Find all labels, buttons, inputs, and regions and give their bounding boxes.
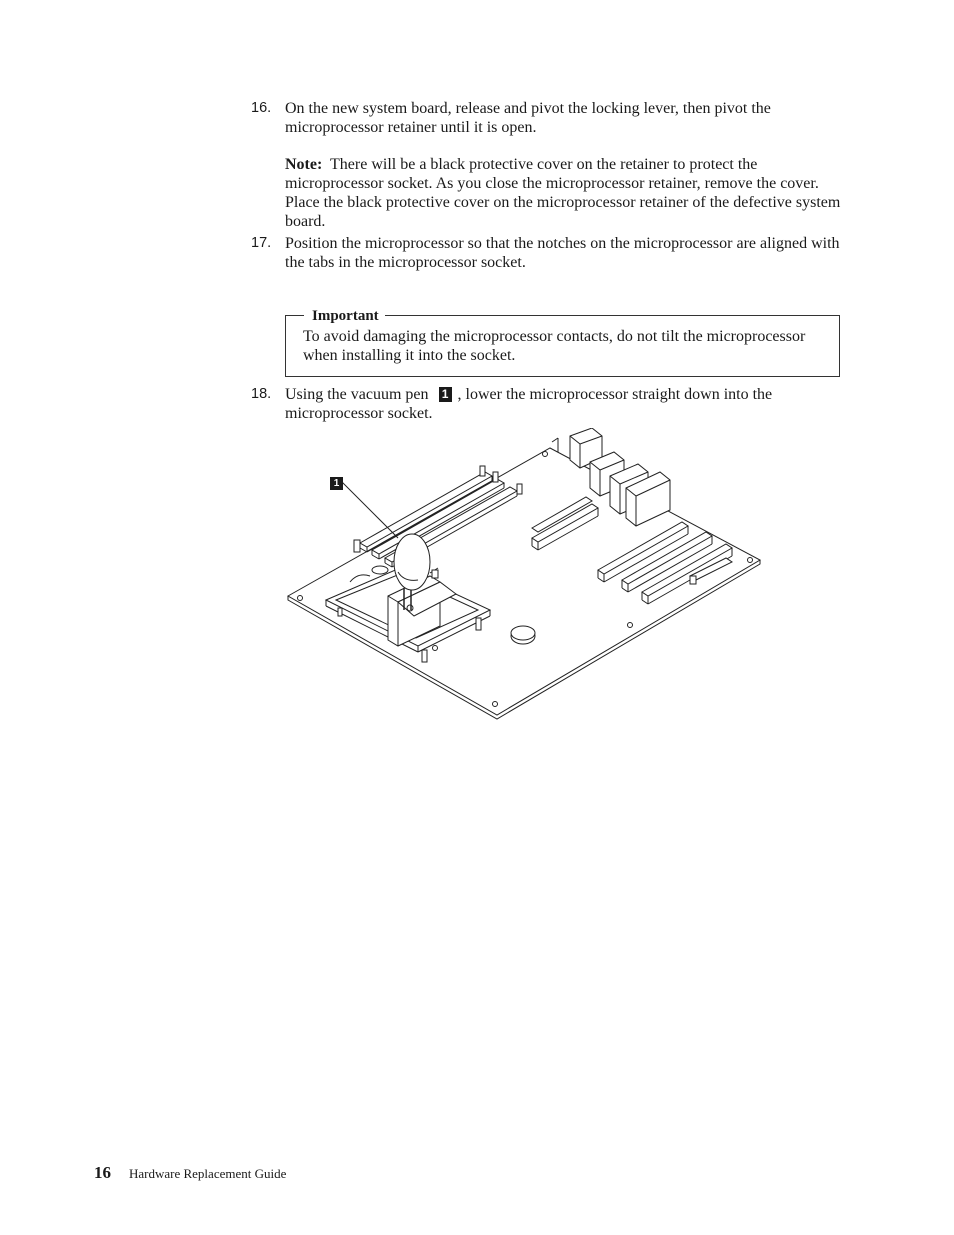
figure-callout-1: 1 [330, 477, 343, 490]
step-text-before: Using the vacuum pen [285, 386, 429, 403]
board-outline [288, 448, 760, 715]
step-text-after: , lower the microprocessor straight down into the microprocessor socket. [285, 386, 773, 422]
note-label: Note: [285, 156, 323, 173]
step-text: On the new system board, release and pivot the locking lever, then pivot the microprocessor retainer until it is open. [285, 100, 771, 136]
callout-badge: 1 [439, 387, 452, 402]
page-footer [94, 1163, 286, 1183]
important-box [285, 308, 840, 377]
system-board-illustration [280, 428, 770, 723]
note [285, 155, 841, 231]
important-label: Important [304, 308, 385, 324]
step-text [285, 385, 841, 423]
step-number: 18. [251, 386, 272, 402]
page-number: 16 [94, 1163, 111, 1182]
note-text: There will be a black protective cover on the retainer to protect the microprocessor socket. As you close the microprocessor retainer, remove the cover. Place the black protective cover on the microprocessor retainer of the defective system board. [285, 156, 841, 230]
callout-leader [342, 482, 398, 538]
book-title: Hardware Replacement Guide [129, 1166, 287, 1181]
step-number: 17. [251, 235, 272, 251]
step-number: 16. [251, 100, 272, 116]
important-text: To avoid damaging the microprocessor contacts, do not tilt the microprocessor when installing it into the socket. [303, 328, 806, 364]
step-text: Position the microprocessor so that the notches on the microprocessor are aligned with the tabs in the microprocessor socket. [285, 235, 840, 271]
